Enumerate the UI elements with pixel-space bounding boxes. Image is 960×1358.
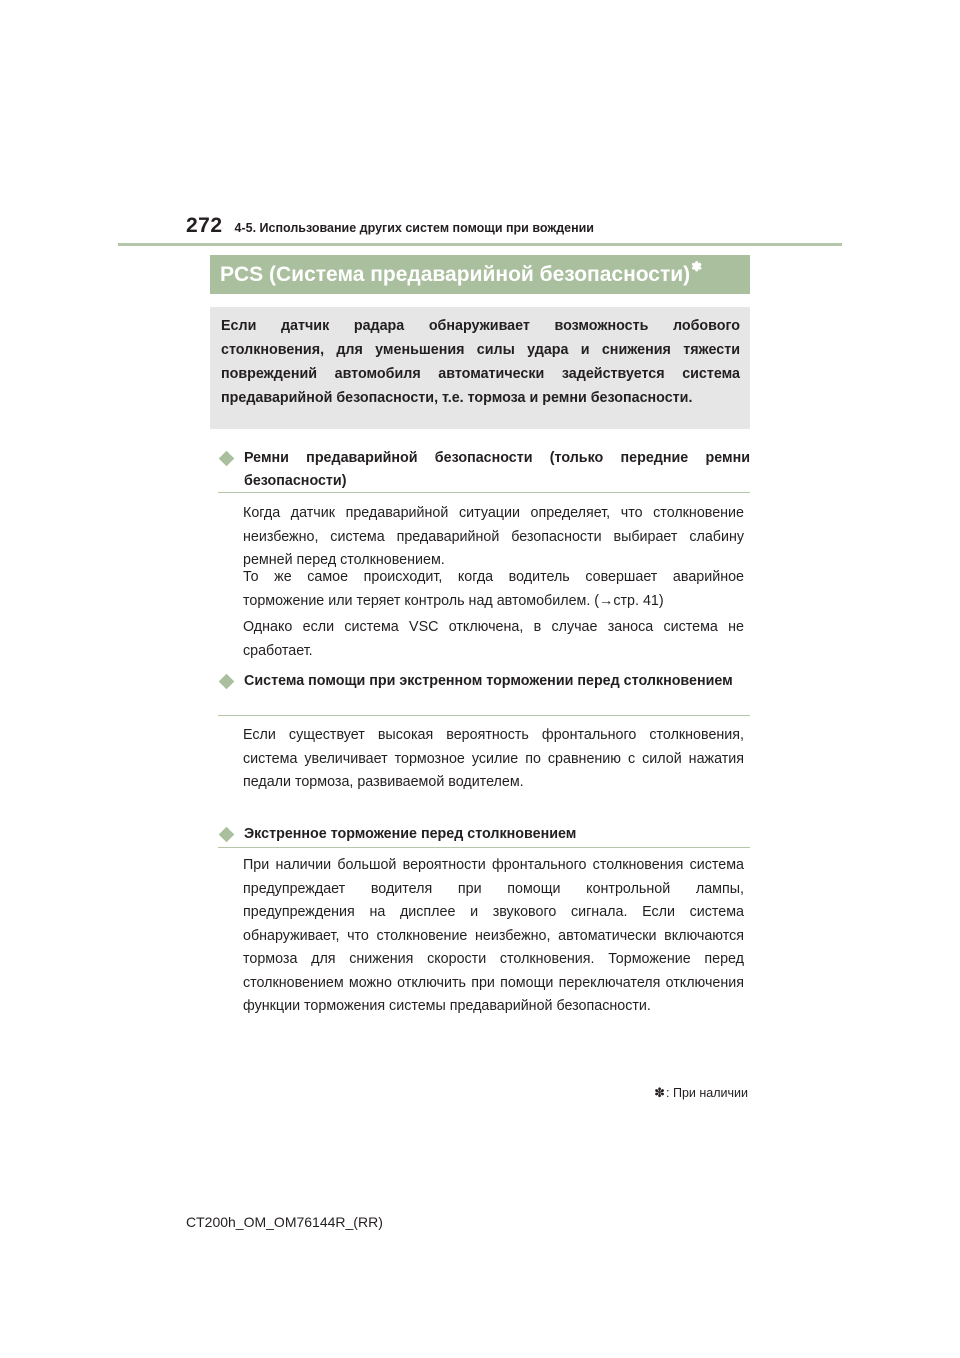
subheading-text: Ремни предаварийной безопасности (только передние ремни безопасности) — [244, 450, 750, 489]
paragraph: Если существует высокая вероятность фронтального столкновения, система увеличивает тормозное усилие по сравнению с силой нажатия педали тормоза, развиваемой водителем. — [243, 727, 744, 790]
document-code: CT200h_OM_OM76144R_(RR) — [186, 1214, 383, 1230]
diamond-bullet-icon — [219, 827, 235, 843]
paragraph: Однако если система VSC отключена, в случае заноса система не сработает. — [243, 619, 744, 659]
footnote-text: : При наличии — [666, 1086, 748, 1100]
section-title-bar — [210, 255, 750, 294]
subheading-divider — [218, 715, 750, 716]
page-number: 272 — [186, 214, 223, 237]
paragraph: Когда датчик предаварийной ситуации определяет, что столкновение неизбежно, система предаварийной безопасности выбирает слабину ремней перед столкновением. — [243, 505, 744, 568]
intro-text: Если датчик радара обнаруживает возможность лобового столкновения, для уменьшения силы удара и снижения тяжести повреждений автомобиля автоматически задействуется система предаварийной безопасности, т.е. тормоза и ремни безопасности. — [221, 318, 740, 406]
footnote — [654, 1085, 748, 1101]
page-header — [186, 214, 594, 246]
subheading-divider — [218, 492, 750, 493]
diamond-bullet-icon — [219, 451, 235, 467]
section-title: PCS (Система предаварийной безопасности) — [220, 262, 691, 286]
subheading-seatbelts — [218, 447, 750, 493]
header-divider — [118, 243, 842, 246]
availability-star-icon: ✽ — [654, 1085, 666, 1100]
paragraph: При наличии большой вероятности фронтального столкновения система предупреждает водителя при помощи контрольной лампы, предупреждения на дисплее и звукового сигнала. Если система обнаруживает, что столкновение неизбежно, автоматически включаются тормоза для снижения скорости столкновения. Торможение перед столкновением можно отключить при помощи переключателя отключения функции торможения системы предаварийной безопасности. — [243, 857, 744, 1014]
section-reference: 4-5. Использование других систем помощи при вождении — [234, 221, 594, 235]
subheading-brake-assist — [218, 670, 750, 693]
subheading-divider — [218, 847, 750, 848]
availability-star-icon: ✽ — [691, 258, 703, 274]
subheading-text: Система помощи при экстренном торможении перед столкновением — [244, 673, 733, 689]
diamond-bullet-icon — [219, 674, 235, 690]
subheading-text: Экстренное торможение перед столкновением — [244, 826, 577, 842]
subheading-pre-collision-braking — [218, 823, 750, 846]
paragraph: То же самое происходит, когда водитель совершает аварийное торможение или теряет контроль над автомобилем. (→стр. 41) — [243, 569, 744, 609]
intro-box — [210, 307, 750, 429]
